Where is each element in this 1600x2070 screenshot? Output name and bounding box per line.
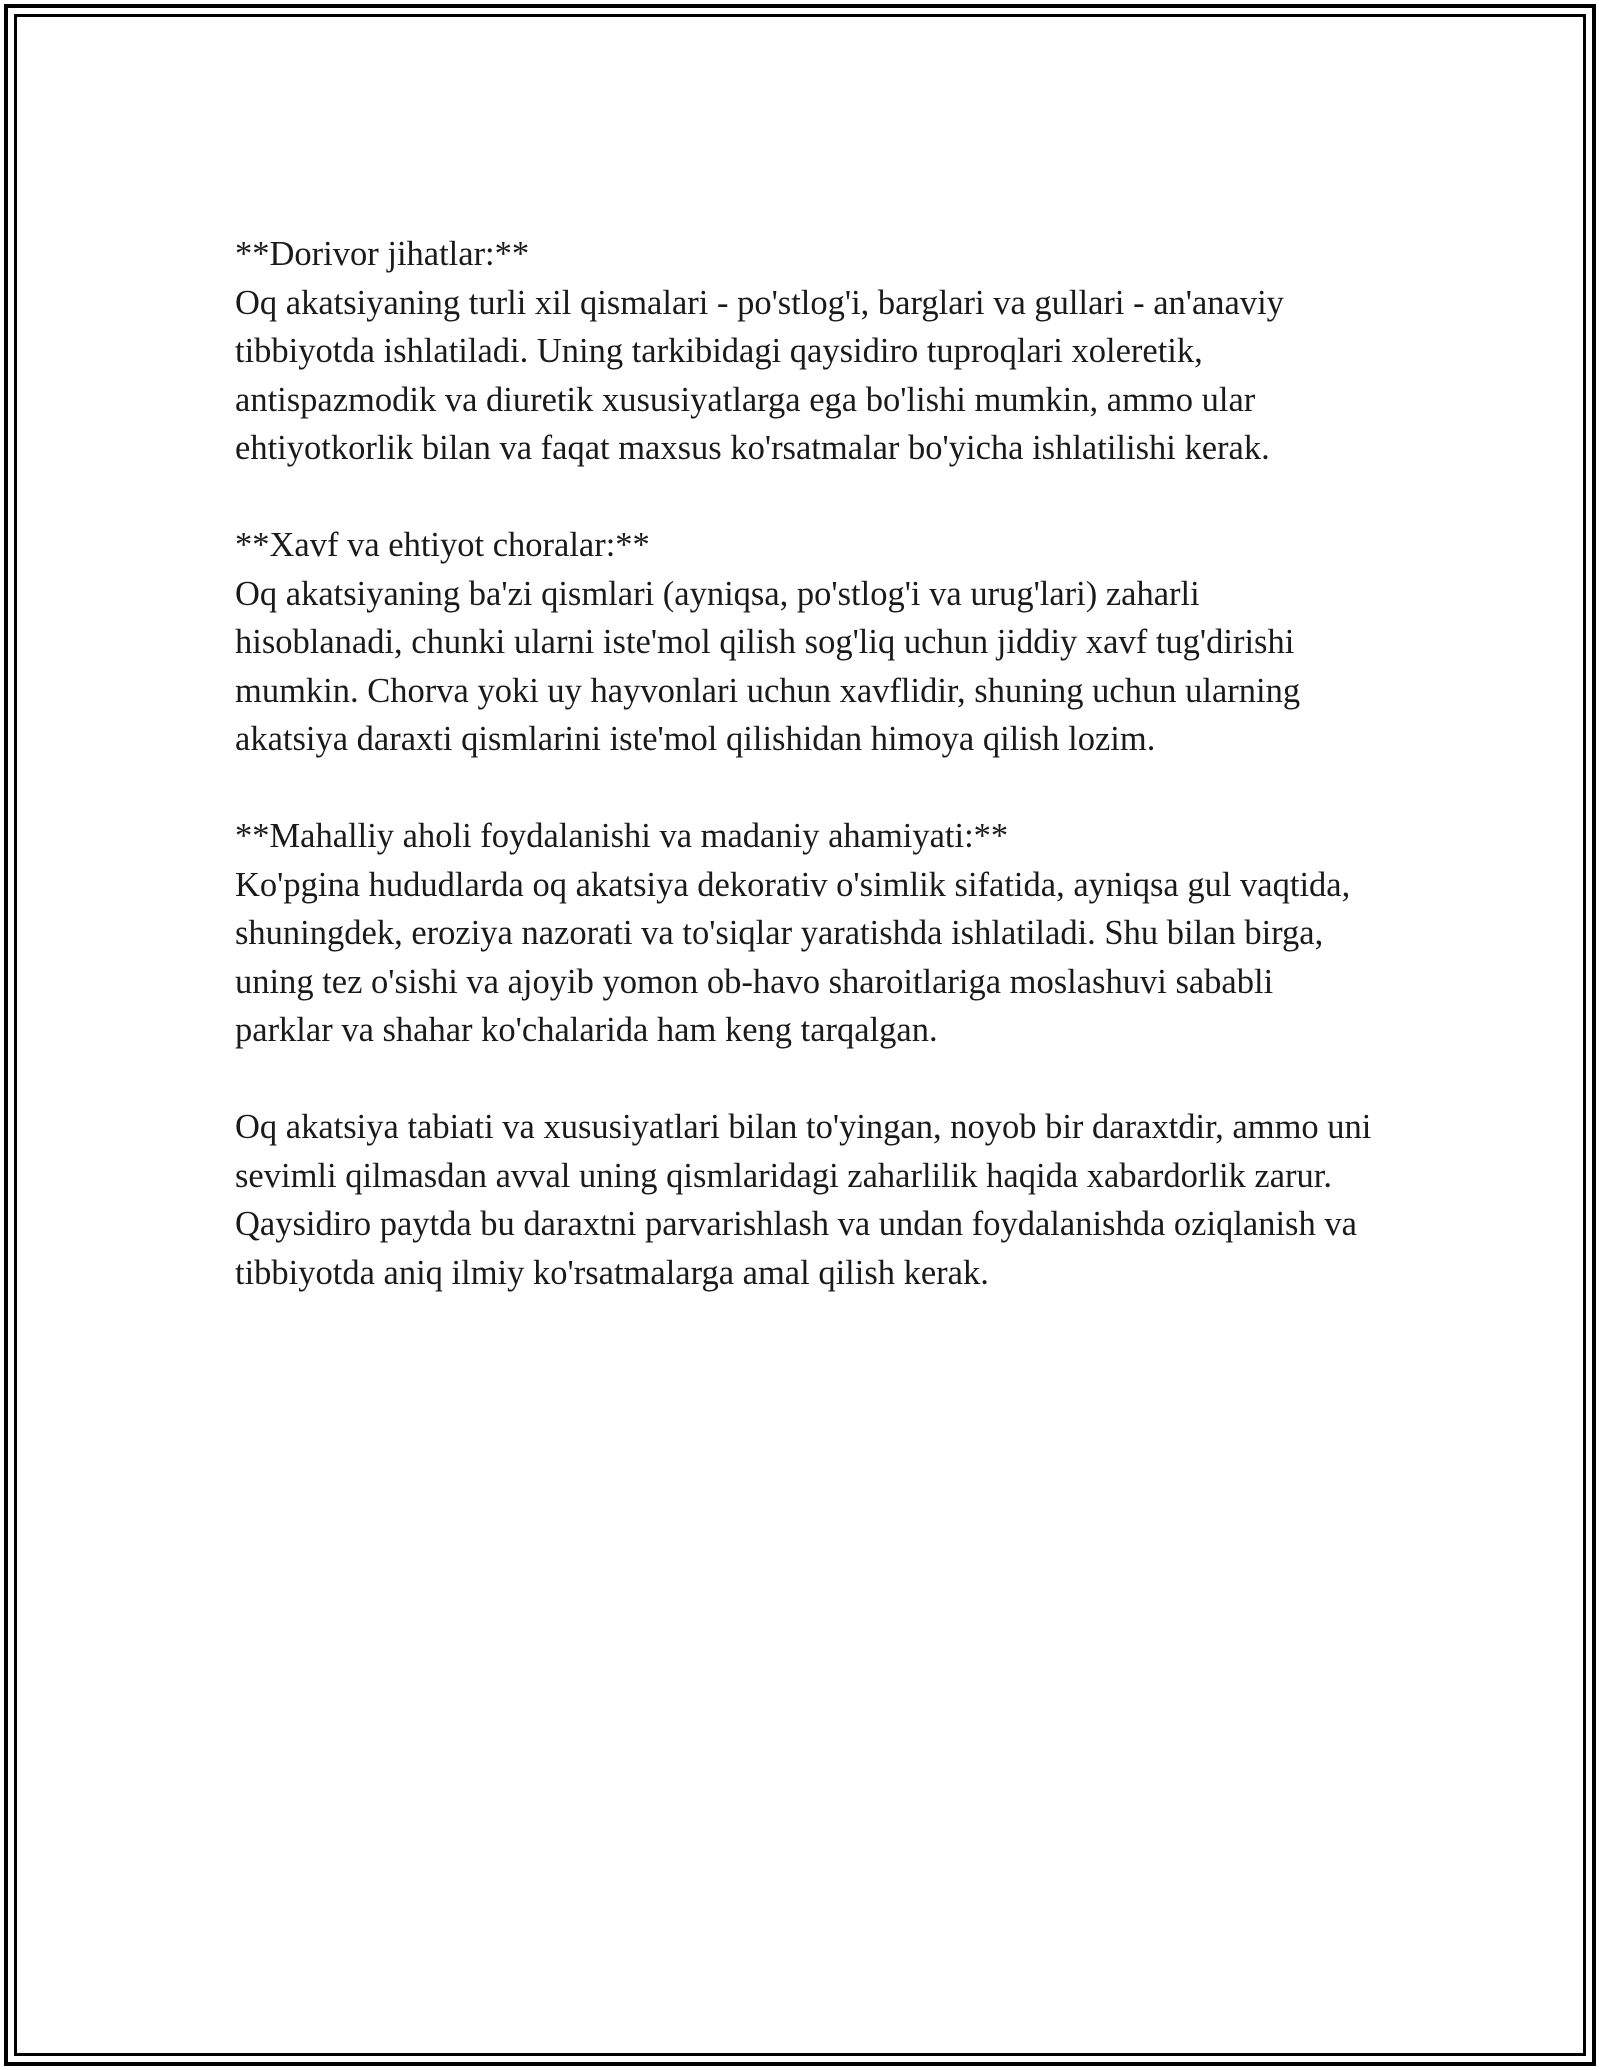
- section-paragraph: Ko'pgina hududlarda oq akatsiya dekorativ o'simlik sifatida, ayniqsa gul vaqtida, shuningdek, eroziya nazorati va to'siqlar yaratishda ishlatiladi. Shu bilan birga, uning tez o'sishi va ajoyib yomon ob-havo sharoitlariga moslashuvi sababli parklar va shahar ko'chalarida ham keng tarqalgan.: [235, 865, 1351, 1049]
- section-paragraph: Oq akatsiyaning turli xil qismalari - po'stlog'i, barglari va gullari - an'anaviy tibbiyotda ishlatiladi. Uning tarkibidagi qaysidiro tuproqlari xoleretik, antispazmodik va diuretik xususiyatlarga ega bo'lishi mumkin, ammo ular ehtiyotkorlik bilan va faqat maxsus ko'rsatmalar bo'yicha ishlatilishi kerak.: [235, 283, 1284, 467]
- section-heading: **Dorivor jihatlar:**: [235, 235, 530, 273]
- section-heading: **Mahalliy aholi foydalanishi va madaniy ahamiyati:**: [235, 817, 1009, 855]
- document-content: [235, 230, 1375, 1346]
- section-paragraph: Oq akatsiyaning ba'zi qismlari (ayniqsa, po'stlog'i va urug'lari) zaharli hisoblanadi, chunki ularni iste'mol qilish sog'liq uchun jiddiy xavf tug'dirishi mumkin. Chorva yoki uy hayvonlari uchun xavflidir, shuning uchun ularning akatsiya daraxti qismlarini iste'mol qilishidan himoya qilish lozim.: [235, 574, 1301, 758]
- conclusion-paragraph: Oq akatsiya tabiati va xususiyatlari bilan to'yingan, noyob bir daraxtdir, ammo uni sevimli qilmasdan avval uning qismlaridagi zaharlilik haqida xabardorlik zarur. Qaysidiro paytda bu daraxtni parvarishlash va undan foydalanishda oziqlanish va tibbiyotda aniq ilmiy ko'rsatmalarga amal qilish kerak.: [235, 1108, 1372, 1292]
- section-conclusion: [235, 1103, 1375, 1297]
- section-risks: [235, 521, 1375, 764]
- section-medicinal: [235, 230, 1375, 473]
- section-heading: **Xavf va ehtiyot choralar:**: [235, 526, 650, 564]
- section-local-use: [235, 812, 1375, 1055]
